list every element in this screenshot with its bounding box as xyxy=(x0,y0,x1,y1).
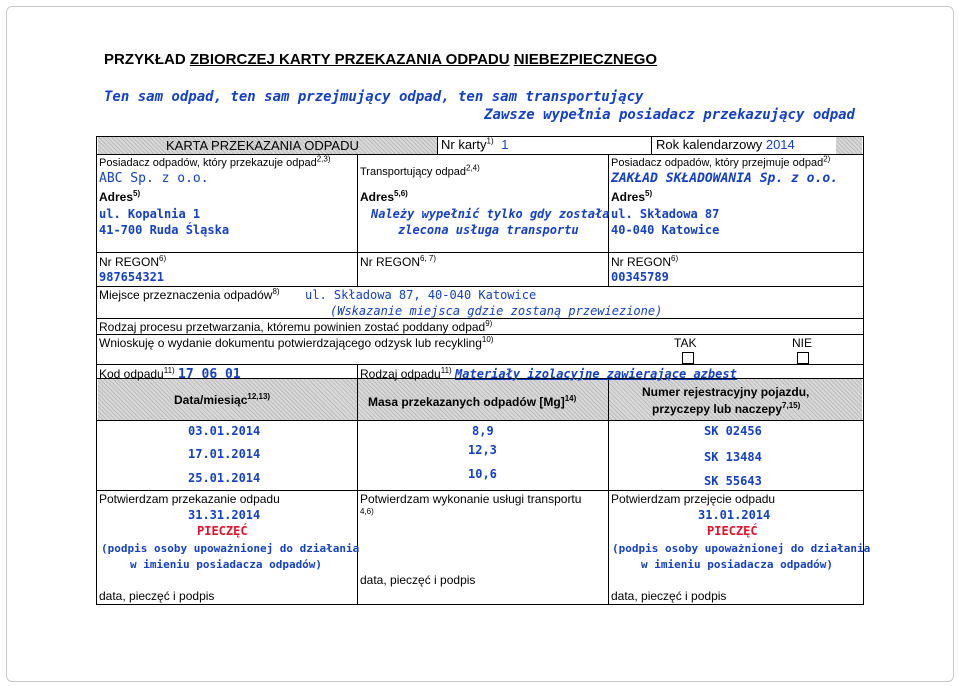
waste-type-value: Materiały izolacyjne zawierające azbest xyxy=(455,367,737,381)
row-3-date: 25.01.2014 xyxy=(188,471,261,485)
option-no-label: NIE xyxy=(792,336,813,350)
receiver-regon-label: Nr REGON$^{6)}$ xyxy=(611,254,679,269)
waste-code: Kod odpadu$^{11)}$ 17 06 01 xyxy=(99,366,241,382)
row-3-mass: 10,6 xyxy=(468,467,497,481)
sign-right-line-1: (podpis osoby upoważnionej do działania xyxy=(612,542,871,555)
carrier-note-line-1: Należy wypełnić tylko gdy została xyxy=(371,207,610,221)
footer-right: data, pieczęć i podpis xyxy=(611,589,727,603)
recycling-request-label: Wnioskuję o wydanie dokumentu potwierdzającego odzysk lub recykling$^{10)}$ xyxy=(99,335,494,350)
receiver-address-line-2: 40-040 Katowice xyxy=(611,223,720,237)
sender-regon-label: Nr REGON$^{6)}$ xyxy=(99,254,167,269)
sign-left-line-2: w imieniu posiadacza odpadów) xyxy=(130,558,323,571)
carrier-note-line-2: zlecona usługa transportu xyxy=(398,223,579,237)
card-title: KARTA PRZEKAZANIA ODPADU xyxy=(166,138,359,153)
confirm-transport-label: Potwierdzam wykonanie usługi transportu xyxy=(360,492,582,506)
calendar-year-value: 2014 xyxy=(765,137,795,152)
receiver-address-label: Adres$^{5)}$ xyxy=(611,189,653,204)
row-3-registration: SK 55643 xyxy=(704,474,762,488)
sender-address-line-1: ul. Kopalnia 1 xyxy=(99,207,201,221)
waste-code-value: 17 06 01 xyxy=(178,367,241,382)
process-label: Rodzaj procesu przetwarzania, któremu powinien zostać poddany odpad$^{9)}$ xyxy=(99,319,493,334)
sign-right-line-2: w imieniu posiadacza odpadów) xyxy=(641,558,834,571)
option-yes-label: TAK xyxy=(674,336,697,350)
sender-regon-value: 987654321 xyxy=(99,270,165,284)
receiver-address-line-1: ul. Składowa 87 xyxy=(611,207,720,221)
row-2-mass: 12,3 xyxy=(468,443,497,457)
sender-name: ABC Sp. z o.o. xyxy=(99,171,209,186)
confirm-handover-label: Potwierdzam przekazanie odpadu xyxy=(99,492,280,506)
confirm-transport-sup: 4,6) xyxy=(360,507,374,516)
header-hatch-right xyxy=(836,137,862,154)
destination-label: Miejsce przeznaczenia odpadów$^{8)}$ xyxy=(99,287,280,302)
sender-address-label: Adres$^{5)}$ xyxy=(99,189,141,204)
destination-note: (Wskazanie miejsca gdzie zostaną przewiezione) xyxy=(330,304,663,318)
row-2-registration: SK 13484 xyxy=(704,450,762,464)
carrier-label: Transportujący odpad$^{2,4)}$ xyxy=(360,163,480,178)
confirm-handover-date: 31.31.2014 xyxy=(188,508,261,522)
row-1-date: 03.01.2014 xyxy=(188,424,261,438)
receiver-label: Posiadacz odpadów, który przejmuje odpad$^{2)}$ xyxy=(611,154,831,169)
card-number-value: 1 xyxy=(501,137,509,152)
checkbox-yes[interactable] xyxy=(682,352,694,364)
column-date: Data/miesiąc$^{12,13)}$ xyxy=(174,392,271,407)
title-link-1[interactable]: ZBIORCZEJ KARTY PRZEKAZANIA ODPADU xyxy=(189,51,510,68)
stamp-right: PIECZĘĆ xyxy=(707,524,758,538)
row-1-registration: SK 02456 xyxy=(704,424,762,438)
document-title xyxy=(104,51,657,68)
receiver-name: ZAKŁAD SKŁADOWANIA Sp. z o.o. xyxy=(611,171,838,186)
title-prefix: PRZYKŁAD xyxy=(104,51,190,68)
sender-address-line-2: 41-700 Ruda Śląska xyxy=(99,223,230,237)
footer-middle: data, pieczęć i podpis xyxy=(360,573,476,587)
receiver-regon-value: 00345789 xyxy=(611,270,669,284)
carrier-regon-label: Nr REGON$^{6, 7)}$ xyxy=(360,254,437,269)
checkbox-no[interactable] xyxy=(797,352,809,364)
column-registration-line-1: Numer rejestracyjny pojazdu, xyxy=(642,385,810,399)
calendar-year: Rok kalendarzowy 2014 xyxy=(656,137,795,152)
title-link-2[interactable]: NIEBEZPIECZNEGO xyxy=(513,51,658,68)
carrier-address-label: Adres$^{5,6)}$ xyxy=(360,189,408,204)
footer-left: data, pieczęć i podpis xyxy=(99,589,215,603)
row-1-mass: 8,9 xyxy=(472,424,494,438)
column-registration-line-2: przyczepy lub naczepy$^{7,15)}$ xyxy=(652,401,801,416)
card-number: Nr karty$^{1)}$ 1 xyxy=(441,136,509,152)
row-2-date: 17.01.2014 xyxy=(188,447,261,461)
stamp-left: PIECZĘĆ xyxy=(197,524,248,538)
sender-label: Posiadacz odpadów, który przekazuje odpad$^{2,3)}$ xyxy=(99,154,331,169)
column-mass: Masa przekazanych odpadów $[Mg]^{14)}$ xyxy=(368,394,577,409)
subtitle-1: Ten sam odpad, ten sam przejmujący odpad, ten sam transportujący xyxy=(104,89,644,105)
confirm-receipt-date: 31.01.2014 xyxy=(698,508,771,522)
waste-type: Rodzaj odpadu$^{11)}$ Materiały izolacyjne zawierające azbest xyxy=(360,366,737,381)
sign-left-line-1: (podpis osoby upoważnionej do działania xyxy=(101,542,360,555)
destination-value: ul. Składowa 87, 40-040 Katowice xyxy=(305,288,537,302)
subtitle-2: Zawsze wypełnia posiadacz przekazujący odpad xyxy=(484,107,855,123)
confirm-receipt-label: Potwierdzam przejęcie odpadu xyxy=(611,492,776,506)
